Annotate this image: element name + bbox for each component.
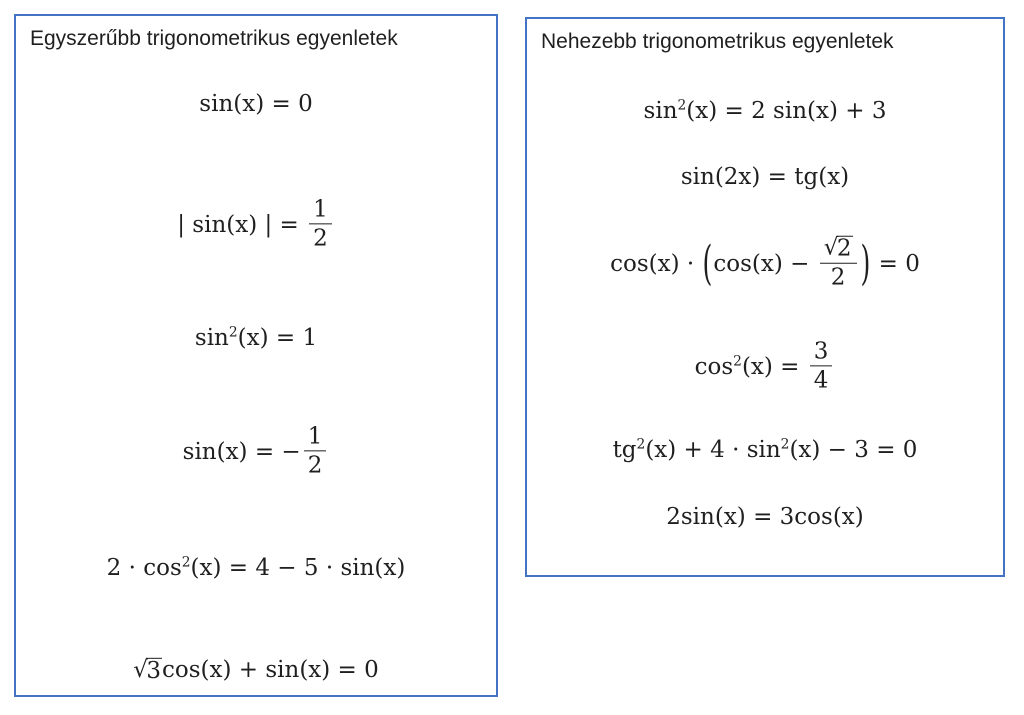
fraction: $\frac{1}{2}$	[309, 197, 332, 250]
equation: sin(x) = 0	[199, 91, 313, 117]
big-paren: )	[860, 235, 871, 290]
fraction: √ 2 2	[820, 236, 857, 291]
superscript: 2	[228, 324, 238, 341]
superscript: 2	[677, 97, 687, 114]
equation: $2 \cdot \cos^2(x) = 4 - 5 \cdot \sin(x)$	[106, 554, 406, 581]
superscript: 2	[780, 436, 790, 453]
simpler-equations-panel	[14, 14, 498, 697]
square-root: √ 3	[133, 656, 162, 684]
superscript: 2	[733, 353, 742, 370]
equation: $\sin^2(x) = 1$	[194, 324, 318, 351]
fraction: $\frac{3}{4}$	[810, 339, 833, 392]
simpler-equation-list	[16, 16, 496, 695]
superscript: 2	[181, 554, 191, 571]
equation: $\cos^2(x)$ = $\frac{3}{4}$	[527, 341, 1003, 394]
equation: $tg^2(x) + 4 \cdot \sin^2(x) - 3 = 0$	[612, 436, 918, 463]
equation: sin(2x) = tg(x)	[680, 164, 850, 190]
big-paren: (	[702, 235, 713, 290]
equation: sin(x) = − $\frac{1}{2}$	[16, 426, 496, 479]
equation: 2sin(x) = 3cos(x)	[666, 504, 864, 530]
harder-equation-list	[527, 19, 1003, 575]
harder-panel-title: Nehezebb trigonometrikus egyenletek	[541, 30, 894, 53]
harder-equations-panel	[525, 17, 1005, 577]
equation: | sin(x) | = $\frac{1}{2}$	[16, 199, 496, 252]
simpler-panel-title: Egyszerűbb trigonometrikus egyenletek	[30, 27, 398, 50]
superscript: 2	[636, 436, 646, 453]
square-root: √ 2	[823, 234, 852, 262]
radical-icon: √	[133, 656, 148, 683]
equation: cos(x) · (cos(x) − √ 2 2 ) = 0	[610, 234, 920, 292]
equation: $\sin^2(x) = 2$ sin(x) + 3	[643, 97, 887, 124]
equation: √ 3 cos(x) + sin(x) = 0	[133, 656, 379, 684]
radical-icon: √	[823, 234, 839, 261]
fraction: $\frac{1}{2}$	[304, 424, 327, 477]
